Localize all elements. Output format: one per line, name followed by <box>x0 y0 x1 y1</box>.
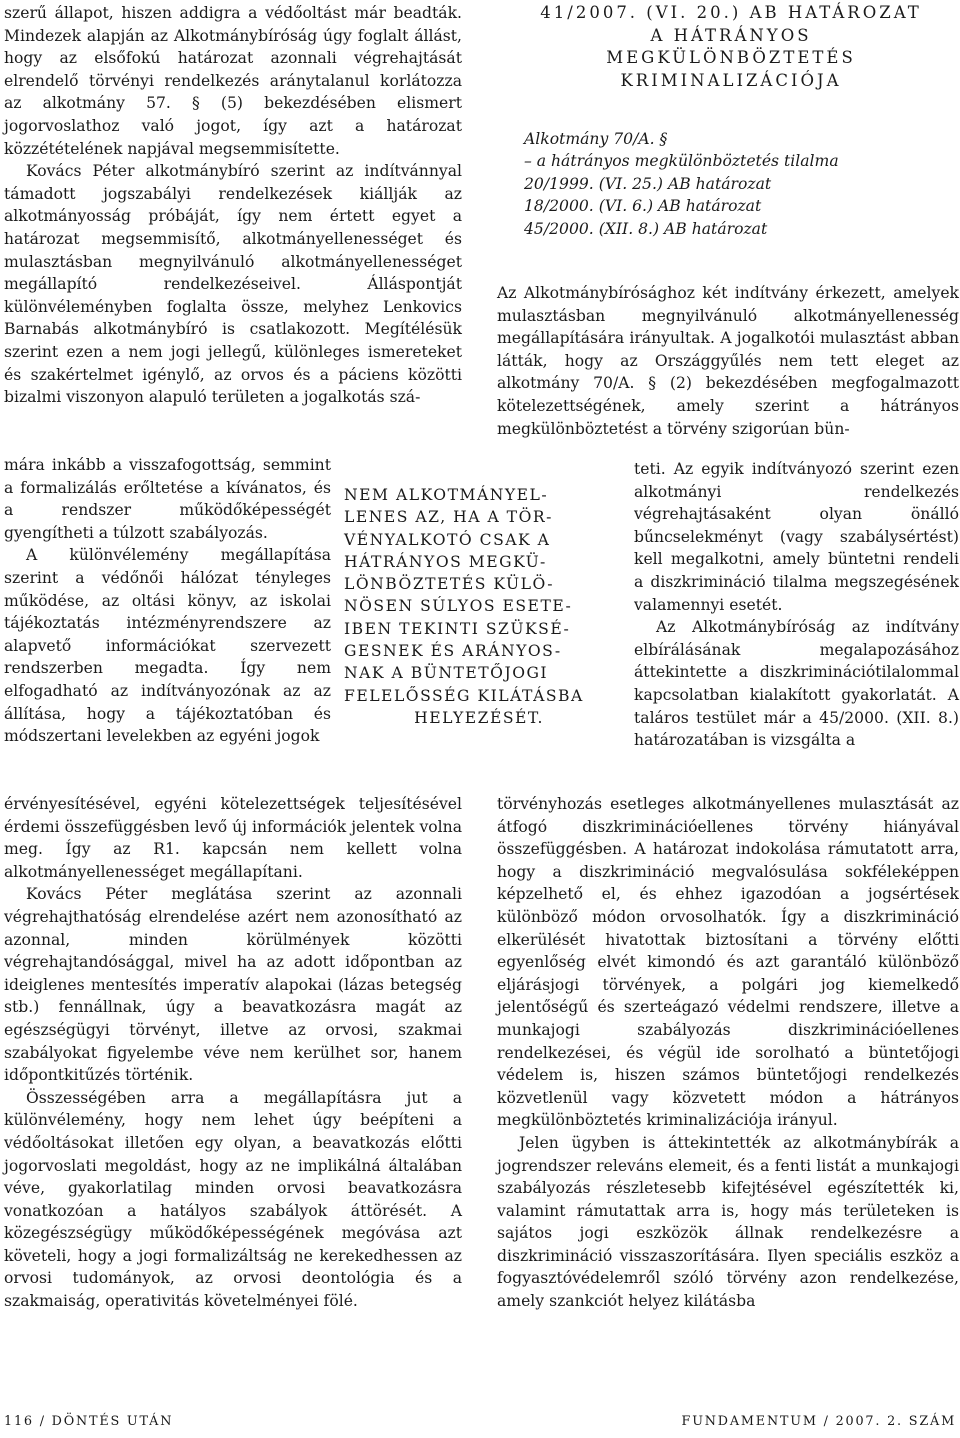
paragraph: Kovács Péter meglátása szerint az azonnali végrehajthatóság elrendelése azért nem azonosítható az azonnal, minden körülmények közötti végrehajtandósággal, mivel ha az adott időpontban az ideiglenes mentesítés imperatív alapokai (lázas betegség stb.) fennállnak, úgy a beavatkozásra magát az egészségügyi törvényt, illetve az orvosi, szakmai szabályokat figyelembe véve nem kerülhet sor, hanem időpontkitűzés történik. <box>4 885 462 1085</box>
pull-quote-line: LENES AZ, HA A TÖR- <box>344 508 553 527</box>
pull-quote-line: HELYEZÉSÉT. <box>414 708 544 727</box>
reference-line: Alkotmány 70/A. § <box>524 130 668 148</box>
reference-line: 45/2000. (XII. 8.) AB határozat <box>524 219 768 238</box>
left-column-top <box>4 2 462 409</box>
pull-quote-line: LÖNBÖZTETÉS KÜLÖ- <box>344 575 555 594</box>
left-column-bottom <box>4 793 462 1313</box>
paragraph: szerű állapot, hiszen addigra a védőoltást már beadták. Mindezek alapján az Alkotmánybíróság úgy foglalt állást, hogy az elsőfokú határozat azonnali végrehajtását elrendelő törvényi rendelkezés aránytalanul korlátozza az alkotmány 57. § (5) bekezdésében elismert jogorvoslathoz való jogot, így azt a határozat közzétételének napjával megsemmisítette. <box>4 4 462 158</box>
paragraph: mára inkább a visszafogottság, semmint a formalizálás erőltetése a kívánatos, és a rendszer működőképességét gyengítheti a túlzott szabályozás. <box>4 456 331 542</box>
left-column-wrap <box>4 454 331 748</box>
reference-line: 20/1999. (VI. 25.) AB határozat <box>524 174 772 193</box>
paragraph: Az Alkotmánybírósághoz két indítvány érkezett, amelyek mulasztásban megnyilvánuló alkotmányellenesség megállapítására irányultak. A jogalkotói mulasztást abban látták, hogy az Országgyűlés nem tett eleget az alkotmány 70/A. § (2) bekezdésében megfogalmazott kötelezettségének, amely szerint a hátrányos megkülönböztetést a törvény szigorúan bün- <box>497 284 959 438</box>
pull-quote-line: FELELŐSSÉG KILÁTÁSBA <box>344 686 584 705</box>
pull-quote-line: HÁTRÁNYOS MEGKÜ- <box>344 552 547 571</box>
heading-line: 41/2007. (VI. 20.) AB HATÁROZAT <box>540 3 922 22</box>
pull-quote-line: NÖSEN SÚLYOS ESETE- <box>344 597 573 616</box>
pull-quote-line: NEM ALKOTMÁNYEL- <box>344 486 549 504</box>
heading-line: KRIMINALIZÁCIÓJA <box>620 70 842 90</box>
pull-quote-line: IBEN TEKINTI SZÜKSÉ- <box>344 619 571 638</box>
pull-quote <box>344 484 606 729</box>
pull-quote-line: VÉNYALKOTÓ CSAK A <box>344 530 551 549</box>
paragraph: Jelen ügyben is áttekintették az alkotmánybírák a jogrendszer releváns elemeit, és a fenti listát a munkajogi szabályozás részletesebb kifejtésével egészítették ki, valamint rámutattak arra is, hogy más területeken is sajátos jogi eszközök állnak rendelkezésre a diszkrimináció visszaszorítására. Ilyen speciális eszköz a fogyasztóvédelemről szóló törvény azon rendelkezése, amely szankciót helyez kilátásba <box>497 1133 959 1311</box>
paragraph: teti. Az egyik indítványozó szerint ezen alkotmányi rendelkezés végrehajtásaként olyan önálló bűncselekményt (vagy szabálysértést) kell megalkotni, amely büntetni rendeli a diszkrimináció tilalma megszegésének valamennyi esetét. <box>634 460 959 614</box>
page-footer-journal: FUNDAMENTUM / 2007. 2. SZÁM <box>681 1414 956 1429</box>
paragraph: érvényesítésével, egyéni kötelezettségek teljesítésével érdemi összefüggésben levő új információk jelentek volna meg. Így az R1. kapcsán nem kellett volna alkotmányellenességet megállapítani. <box>4 795 462 881</box>
legal-references <box>524 128 944 240</box>
right-column-top <box>497 282 959 440</box>
right-column-bottom <box>497 793 959 1313</box>
heading-line: A HÁTRÁNYOS <box>650 25 812 45</box>
paragraph: Kovács Péter alkotmánybíró szerint az indítvánnyal támadott jogszabályi rendelkezések kiállják az alkotmányosság próbáját, így nem értett egyet a határozat megsemmisítő, alkotmányellenességet és mulasztásban megnyilvánuló alkotmányellenességet megállapító rendelkezéseivel. Álláspontját különvéleményben foglalta össze, melyhez Lenkovics Barnabás alkotmánybíró is csatlakozott. Megítélésük szerint ezen a nem jogi jellegű, különleges ismereteket és szakértelmet igénylő, az orvos és a páciens közötti bizalmi viszonyon alapuló területen a jogalkotás szá- <box>4 162 462 407</box>
reference-line: 18/2000. (VI. 6.) AB határozat <box>524 197 762 216</box>
reference-line: – a hátrányos megkülönböztetés tilalma <box>524 152 839 171</box>
page-footer-section: 116 / DÖNTÉS UTÁN <box>4 1414 174 1429</box>
section-heading <box>506 2 956 92</box>
paragraph: Összességében arra a megállapításra jut a különvélemény, hogy nem lehet úgy beépíteni a védőoltásokat illetően egy olyan, a beavatkozás előtti jogorvoslati megoldást, hogy az ne implikálná általában véve, gyakorlatilag minden orvosi beavatkozásra vonatkozóan a hatályos szabályok áttörését. A közegészségügy működőképességének megóvása azt követeli, hogy a jogi formalizáltság ne kerekedhessen az orvosi tudományok, az orvosi deontológia és a szakmaiság, operativitás követelményei fölé. <box>4 1088 462 1311</box>
paragraph: A különvélemény megállapítása szerint a védőnői hálózat tényleges működése, az oltási könyv, az iskolai tájékoztatás intézményrendszere az alapvető információkat szervezett rendszerben megadta. Így nem elfogadható az indítványozónak az az állítása, hogy a tájékoztatóban és módszertani levelekben az egyéni jogok <box>4 546 331 746</box>
right-column-wrap <box>634 458 959 752</box>
pull-quote-line: NAK A BÜNTETŐJOGI <box>344 664 549 683</box>
pull-quote-line: GESNEK ÉS ARÁNYOS- <box>344 642 562 661</box>
heading-line: MEGKÜLÖNBÖZTETÉS <box>606 48 856 67</box>
paragraph: Az Alkotmánybíróság az indítvány elbírálásának megalapozásához áttekintette a diszkriminációtilalommal kapcsolatban kialakított gyakorlatát. A taláros testület már a 45/2000. (XII. 8.) határozatában is vizsgálta a <box>634 618 959 750</box>
paragraph: törvényhozás esetleges alkotmányellenes mulasztását az átfogó diszkriminációellenes törvény hiányával összefüggésben. A határozat indokolása rámutatott arra, hogy a diszkrimináció megvalósulása sokféleképpen képzelhető el, és ehhez igazodóan a jogsértések különböző módon orvosolhatók. Így a diszkrimináció elkerülését hivatottak biztosítani a törvény előtti egyenlőség elvét kimondó és azt garantáló különböző eljárásjogi törvények, a polgári jog kiemelkedő jelentőségű és szerteágazó védelmi rendszere, illetve a munkajogi szabályozás diszkriminációellenes rendelkezései, és végül ide sorolható a büntetőjogi védelem is, hiszen számos büntetőjogi rendelkezés közvetlenül vagy közvetett módon a hátrányos megkülönböztetés kriminalizációja irányul. <box>497 795 959 1130</box>
